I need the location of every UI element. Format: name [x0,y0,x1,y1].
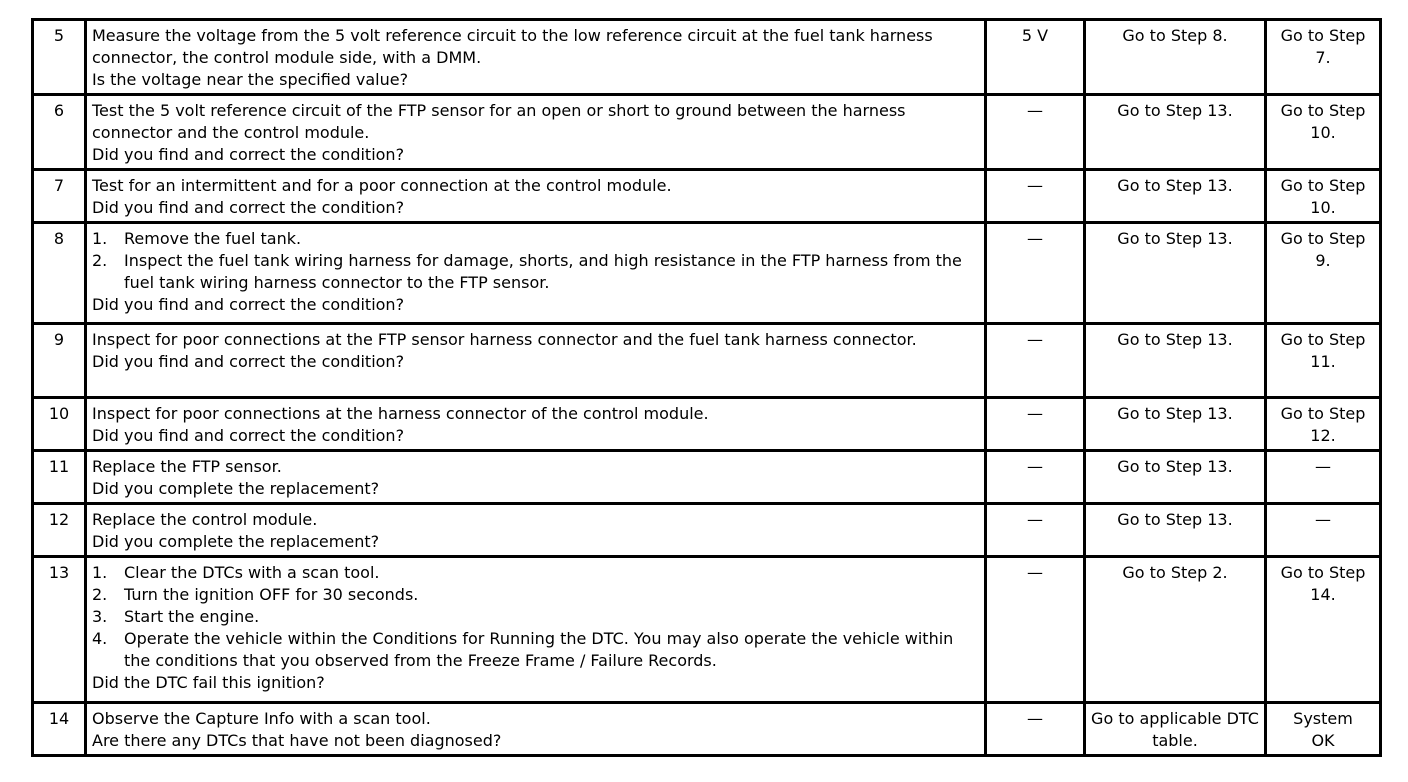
no-result-line1: Go to Step [1280,26,1366,45]
yes-result: Go to Step 13. [1085,504,1266,557]
diagnostic-table-page [31,18,1379,757]
table-row [33,95,1381,170]
list-item [92,584,979,606]
no-result-line1: System [1293,709,1353,728]
action-text: Test for an intermittent and for a poor connection at the control module. [92,176,672,195]
no-result-line1: Go to Step [1280,229,1366,248]
step-number: 12 [33,504,86,557]
yes-result: Go to Step 13. [1085,324,1266,398]
list-item-text: Start the engine. [124,607,260,626]
action-cell [86,398,986,451]
no-result-line2: 7. [1315,48,1331,67]
specified-value: 5 V [986,20,1085,95]
no-result-line2: 10. [1310,198,1336,217]
action-question: Are there any DTCs that have not been diagnosed? [92,731,502,750]
table-row [33,324,1381,398]
action-steps-list [92,562,979,672]
table-row [33,170,1381,223]
action-question: Did you find and correct the condition? [92,198,405,217]
no-result [1266,324,1381,398]
yes-result: Go to Step 13. [1085,223,1266,324]
specified-value: — [986,324,1085,398]
no-result-line1: Go to Step [1280,176,1366,195]
table-body [33,20,1381,756]
table-row [33,398,1381,451]
action-text: Inspect for poor connections at the FTP sensor harness connector and the fuel tank harness connector. [92,330,917,349]
step-number: 5 [33,20,86,95]
action-question: Did you find and correct the condition? [92,426,405,445]
no-result-line1: — [1315,457,1331,476]
action-text: Measure the voltage from the 5 volt reference circuit to the low reference circuit at the fuel tank harness connector, the control module side, with a DMM. [92,26,933,67]
action-question: Did you complete the replacement? [92,532,380,551]
specified-value: — [986,223,1085,324]
no-result-line2: OK [1311,731,1335,750]
list-item [92,606,979,628]
specified-value: — [986,703,1085,756]
action-text: Observe the Capture Info with a scan tool. [92,709,431,728]
diagnostic-steps-table [31,18,1382,757]
action-cell [86,170,986,223]
list-item-number: 3. [92,607,108,626]
step-number: 6 [33,95,86,170]
action-cell [86,20,986,95]
list-item-text: Turn the ignition OFF for 30 seconds. [124,585,419,604]
action-text: Test the 5 volt reference circuit of the FTP sensor for an open or short to ground between the harness connector and the control module. [92,101,906,142]
no-result-line2: 10. [1310,123,1336,142]
table-row [33,703,1381,756]
yes-result: Go to Step 13. [1085,170,1266,223]
no-result [1266,20,1381,95]
no-result-line1: Go to Step [1280,330,1366,349]
action-question: Is the voltage near the specified value? [92,70,409,89]
action-cell [86,451,986,504]
yes-result: Go to applicable DTC table. [1085,703,1266,756]
list-item-number: 4. [92,629,108,648]
list-item-text: Inspect the fuel tank wiring harness for damage, shorts, and high resistance in the FTP harness from the fuel tank wiring harness connector to the FTP sensor. [124,251,962,292]
no-result [1266,398,1381,451]
specified-value: — [986,504,1085,557]
no-result [1266,703,1381,756]
list-item-number: 2. [92,585,108,604]
action-text: Replace the control module. [92,510,318,529]
no-result-line2: 14. [1310,585,1336,604]
action-cell [86,703,986,756]
specified-value: — [986,557,1085,703]
table-row [33,223,1381,324]
no-result [1266,451,1381,504]
step-number: 9 [33,324,86,398]
no-result-line1: Go to Step [1280,101,1366,120]
step-number: 10 [33,398,86,451]
action-cell [86,324,986,398]
step-number: 8 [33,223,86,324]
list-item-text: Clear the DTCs with a scan tool. [124,563,380,582]
no-result [1266,170,1381,223]
list-item-number: 1. [92,563,108,582]
list-item-number: 2. [92,251,108,270]
step-number: 14 [33,703,86,756]
list-item [92,628,979,672]
table-row [33,557,1381,703]
action-text: Inspect for poor connections at the harness connector of the control module. [92,404,709,423]
action-question: Did you find and correct the condition? [92,352,405,371]
yes-result: Go to Step 13. [1085,95,1266,170]
action-cell [86,557,986,703]
yes-result: Go to Step 13. [1085,398,1266,451]
no-result [1266,223,1381,324]
no-result [1266,557,1381,703]
action-cell [86,223,986,324]
action-cell [86,95,986,170]
no-result [1266,504,1381,557]
action-text: Replace the FTP sensor. [92,457,282,476]
action-steps-list [92,228,979,294]
step-number: 11 [33,451,86,504]
list-item [92,228,979,250]
step-number: 7 [33,170,86,223]
action-question: Did you find and correct the condition? [92,145,405,164]
list-item-number: 1. [92,229,108,248]
table-row [33,504,1381,557]
action-question: Did you find and correct the condition? [92,295,405,314]
list-item-text: Operate the vehicle within the Conditions for Running the DTC. You may also operate the vehicle within the conditions that you observed from the Freeze Frame / Failure Records. [124,629,954,670]
list-item-text: Remove the fuel tank. [124,229,302,248]
no-result-line1: — [1315,510,1331,529]
no-result-line2: 9. [1315,251,1331,270]
list-item [92,562,979,584]
yes-result: Go to Step 8. [1085,20,1266,95]
yes-result: Go to Step 13. [1085,451,1266,504]
no-result [1266,95,1381,170]
specified-value: — [986,451,1085,504]
list-item [92,250,979,294]
action-cell [86,504,986,557]
no-result-line2: 12. [1310,426,1336,445]
no-result-line1: Go to Step [1280,563,1366,582]
yes-result: Go to Step 2. [1085,557,1266,703]
no-result-line1: Go to Step [1280,404,1366,423]
table-row [33,451,1381,504]
step-number: 13 [33,557,86,703]
no-result-line2: 11. [1310,352,1336,371]
action-question: Did the DTC fail this ignition? [92,673,325,692]
table-row [33,20,1381,95]
specified-value: — [986,170,1085,223]
specified-value: — [986,95,1085,170]
specified-value: — [986,398,1085,451]
action-question: Did you complete the replacement? [92,479,380,498]
